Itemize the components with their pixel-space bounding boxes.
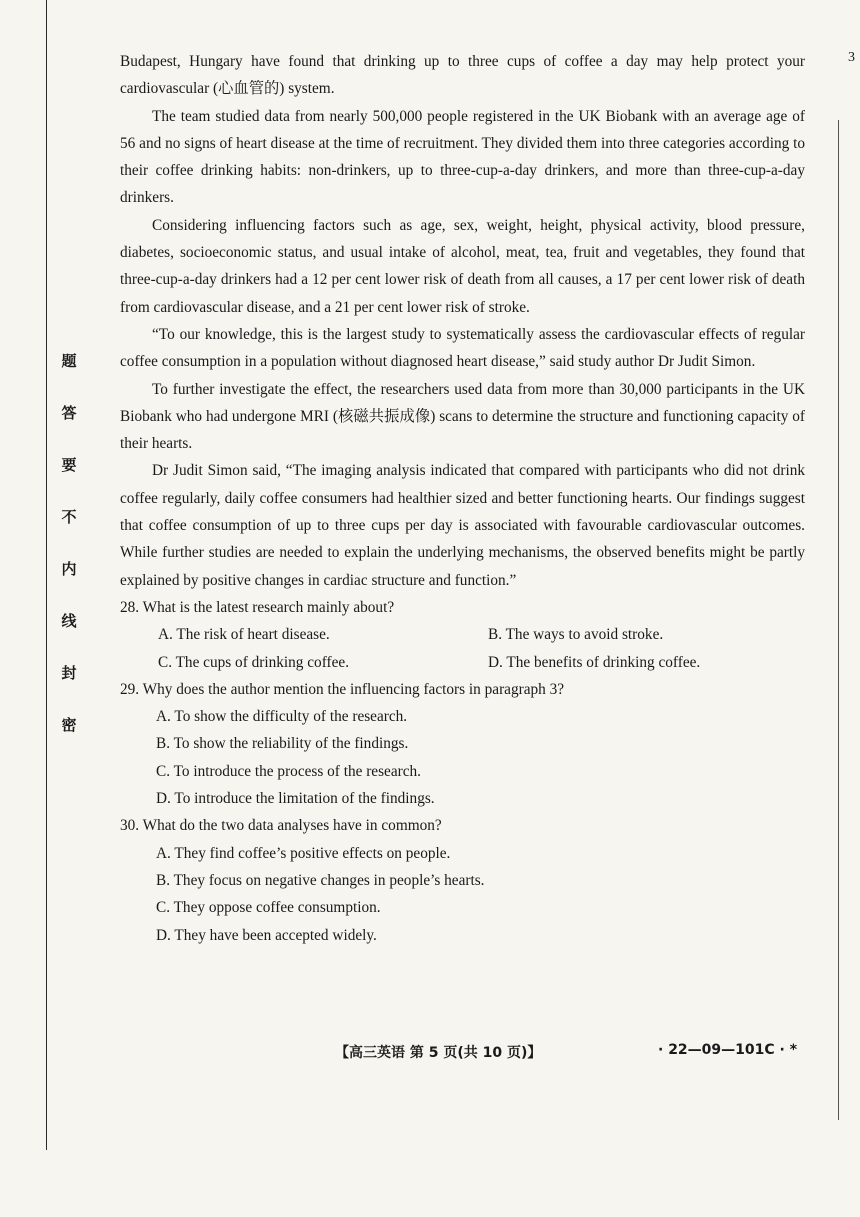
- paragraph: Dr Judit Simon said, “The imaging analysis indicated that compared with participants who did not drink coffee regularly, daily coffee consumers had healthier sized and better functioning hearts. Our findings suggest that coffee consumption of up to three cups per day is associated with favourable cardiovascular outcomes. While further studies are needed to explain the underlying mechanisms, the observed benefits might be partly explained by positive changes in cardiac structure and function.”: [120, 462, 805, 589]
- question-stem: 30. What do the two data analyses have in common?: [120, 817, 442, 835]
- option-d: D. They have been accepted widely.: [156, 926, 377, 944]
- question-stem: 28. What is the latest research mainly about?: [120, 598, 395, 616]
- reading-passage: [120, 48, 805, 949]
- option-b: B. They focus on negative changes in people’s hearts.: [156, 871, 485, 889]
- option-a: A. The risk of heart disease.: [158, 626, 330, 644]
- binding-char: 答: [61, 404, 77, 422]
- exam-code: · 22—09—101C · *: [658, 1042, 798, 1058]
- side-page-number: 3: [848, 50, 855, 65]
- paragraph: Budapest, Hungary have found that drinking up to three cups of coffee a day may help protect your cardiovascular (心血管的) system.: [120, 53, 805, 98]
- question-stem: 29. Why does the author mention the influencing factors in paragraph 3?: [120, 680, 565, 698]
- option-d: D. To introduce the limitation of the findings.: [156, 790, 435, 808]
- option-a: A. To show the difficulty of the research.: [156, 708, 408, 726]
- binding-char: 线: [61, 612, 77, 630]
- option-d: D. The benefits of drinking coffee.: [488, 653, 701, 671]
- option-a: A. They find coffee’s positive effects on people.: [156, 844, 451, 862]
- option-c: C. They oppose coffee consumption.: [156, 899, 381, 917]
- option-b: B. The ways to avoid stroke.: [488, 626, 664, 644]
- option-c: C. The cups of drinking coffee.: [158, 653, 350, 671]
- option-c: C. To introduce the process of the research.: [156, 762, 421, 780]
- question-29: [120, 676, 805, 812]
- binding-line: [46, 0, 47, 1150]
- binding-char: 内: [61, 560, 77, 578]
- binding-char: 要: [61, 456, 77, 474]
- page-edge-line: [838, 120, 839, 1120]
- binding-char: 不: [61, 508, 77, 526]
- question-28: [120, 594, 805, 676]
- binding-char: 密: [61, 716, 77, 734]
- page-info: 【高三英语 第 5 页(共 10 页)】: [335, 1045, 542, 1061]
- paragraph: Considering influencing factors such as age, sex, weight, height, physical activity, blood pressure, diabetes, socioeconomic status, and usual intake of alcohol, meat, tea, fruit and vegetables, they found that three-cup-a-day drinkers had a 12 per cent lower risk of death from all causes, a 17 per cent lower risk of death from cardiovascular disease, and a 21 per cent lower risk of stroke.: [120, 216, 805, 316]
- binding-notice: [58, 350, 80, 766]
- options: [120, 621, 805, 676]
- binding-char: 封: [61, 664, 77, 682]
- option-b: B. To show the reliability of the findings.: [156, 735, 409, 753]
- binding-char: 题: [61, 352, 77, 370]
- paragraph: “To our knowledge, this is the largest study to systematically assess the cardiovascular effects of regular coffee consumption in a population without diagnosed heart disease,” said study author Dr Judit Simon.: [120, 325, 805, 371]
- paragraph: The team studied data from nearly 500,000 people registered in the UK Biobank with an average age of 56 and no signs of heart disease at the time of recruitment. They divided them into three categories according to their coffee drinking habits: non-drinkers, up to three-cup-a-day drinkers, and more than three-cup-a-day drinkers.: [120, 107, 805, 207]
- paragraph: To further investigate the effect, the researchers used data from more than 30,000 participants in the UK Biobank who had undergone MRI (核磁共振成像) scans to determine the structure and functioning capacity of their hearts.: [120, 380, 805, 453]
- question-30: [120, 812, 805, 948]
